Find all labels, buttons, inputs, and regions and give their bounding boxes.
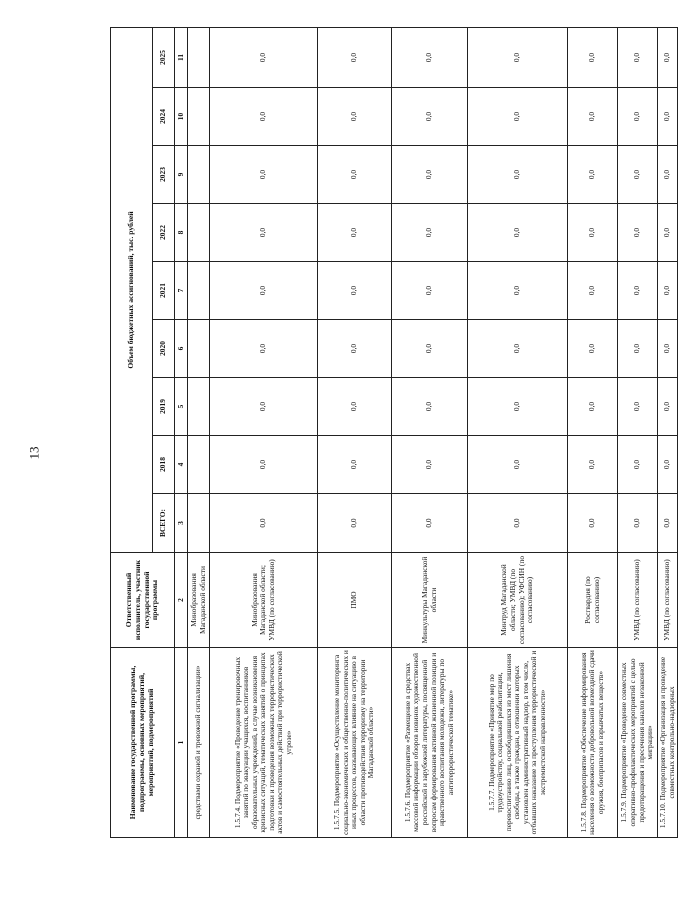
budget-value-cell: 0,0 [468,320,568,378]
column-number: 7 [175,262,188,320]
budget-value-cell [188,378,210,436]
program-name-cell: 1.5.7.8. Подмероприятие «Обеспечение информирования населения о возможности добровольной возмездной сдачи оружия, боеприпасов и взрывчатых веществ» [568,648,618,838]
budget-value-cell: 0,0 [618,378,658,436]
page-number: 13 [26,446,42,460]
budget-value-cell: 0,0 [318,436,392,494]
budget-value-cell: 0,0 [318,88,392,146]
budget-value-cell: 0,0 [318,146,392,204]
budget-value-cell: 0,0 [658,494,678,553]
header-year: 2022 [153,204,175,262]
budget-value-cell: 0,0 [658,378,678,436]
budget-value-cell: 0,0 [318,204,392,262]
budget-value-cell: 0,0 [318,320,392,378]
column-number: 2 [175,553,188,648]
program-name-cell: средствами охраной и тревожной сигнализации» [188,648,210,838]
budget-value-cell: 0,0 [210,320,318,378]
budget-value-cell: 0,0 [210,262,318,320]
budget-value-cell: 0,0 [568,27,618,87]
budget-value-cell: 0,0 [618,146,658,204]
budget-value-cell: 0,0 [618,320,658,378]
responsible-cell: Минобразования Магаданской области [188,553,210,648]
budget-value-cell [188,262,210,320]
column-number: 6 [175,320,188,378]
budget-value-cell: 0,0 [318,494,392,553]
table-row [188,27,210,837]
budget-value-cell: 0,0 [618,204,658,262]
column-number-row [175,27,188,837]
budget-value-cell: 0,0 [392,27,468,87]
responsible-cell: УМВД (по согласованию) [618,553,658,648]
column-number: 1 [175,648,188,838]
budget-value-cell [188,88,210,146]
budget-value-cell: 0,0 [392,262,468,320]
table-row [618,27,658,837]
budget-value-cell: 0,0 [318,378,392,436]
column-number: 8 [175,204,188,262]
budget-value-cell: 0,0 [210,146,318,204]
column-number: 4 [175,436,188,494]
budget-value-cell: 0,0 [468,27,568,87]
program-name-cell: 1.5.7.5. Подмероприятие «Осуществление мониторинга социально-экономических и общественно-политических и иных процессов, оказывающих влияние на ситуацию в области противодействия терроризму на территории Магаданской области» [318,648,392,838]
budget-value-cell: 0,0 [658,320,678,378]
program-name-cell: 1.5.7.10. Подмероприятие «Организация и проведение совместных контрольно-надзорных [658,648,678,838]
budget-value-cell: 0,0 [568,378,618,436]
table-row [210,27,318,837]
budget-value-cell: 0,0 [568,146,618,204]
budget-value-cell: 0,0 [468,204,568,262]
budget-value-cell: 0,0 [468,88,568,146]
budget-value-cell: 0,0 [618,436,658,494]
budget-value-cell: 0,0 [568,262,618,320]
budget-value-cell: 0,0 [210,88,318,146]
rotated-table [110,28,676,838]
header-year: 2019 [153,378,175,436]
budget-value-cell: 0,0 [658,436,678,494]
budget-value-cell [188,494,210,553]
header-name: Наименование государственной программы, подпрограммы, основных мероприятий, мероприятий, подмероприятий [111,648,175,838]
budget-value-cell: 0,0 [568,494,618,553]
budget-value-cell: 0,0 [618,27,658,87]
program-name-cell: 1.5.7.4. Подмероприятие «Проведение тренировочных занятий по эвакуации учащихся, воспитанников образовательных учреждений, в случае возникновения кризисных ситуаций, тематических занятий о принципах подготовки и проведения возможных террористических актов и самостоятельных действий при террористической угрозе» [210,648,318,838]
budget-value-cell: 0,0 [392,88,468,146]
table-row [318,27,392,837]
column-number: 5 [175,378,188,436]
responsible-cell: Минобразования Магаданской области; УМВД (по согласованию) [210,553,318,648]
header-budget: Объем бюджетных ассигнований, тыс. рублей [111,27,153,552]
budget-value-cell: 0,0 [568,204,618,262]
budget-value-cell: 0,0 [318,27,392,87]
budget-value-cell: 0,0 [618,494,658,553]
column-number: 3 [175,494,188,553]
budget-value-cell [188,204,210,262]
header-year: 2025 [153,27,175,87]
budget-value-cell: 0,0 [210,204,318,262]
budget-value-cell: 0,0 [392,320,468,378]
budget-value-cell: 0,0 [468,378,568,436]
budget-value-cell: 0,0 [618,262,658,320]
budget-value-cell: 0,0 [658,88,678,146]
header-responsible: Ответственный исполнитель, участник государственной программы [111,553,175,648]
responsible-cell: ПМО [318,553,392,648]
column-number: 11 [175,27,188,87]
budget-value-cell: 0,0 [210,27,318,87]
budget-value-cell: 0,0 [568,320,618,378]
budget-value-cell: 0,0 [658,27,678,87]
budget-value-cell: 0,0 [468,436,568,494]
program-name-cell: 1.5.7.6. Подмероприятие «Размещение в средствах массовой информации обзоров новинок художественной российской и зарубежной литературы, посвященной вопросам формирования активной жизненной позиции и нравственного воспитания молодежи, литературы по антитеррористической тематике» [392,648,468,838]
budget-value-cell: 0,0 [210,436,318,494]
budget-value-cell: 0,0 [618,88,658,146]
budget-value-cell: 0,0 [318,262,392,320]
responsible-cell: Минкультуры Магаданской области [392,553,468,648]
budget-value-cell: 0,0 [568,88,618,146]
table-row [468,27,568,837]
budget-value-cell [188,320,210,378]
budget-value-cell: 0,0 [210,494,318,553]
header-year: 2024 [153,88,175,146]
column-number: 9 [175,146,188,204]
budget-value-cell: 0,0 [658,262,678,320]
column-number: 10 [175,88,188,146]
budget-value-cell: 0,0 [468,262,568,320]
header-year: 2023 [153,146,175,204]
budget-value-cell [188,436,210,494]
responsible-cell: Минтруд Магаданской области; УМВД (по согласованию); УФСИН (по согласованию) [468,553,568,648]
responsible-cell: Росгвардия (по согласованию) [568,553,618,648]
responsible-cell: УМВД (по согласованию) [658,553,678,648]
budget-table-container [110,28,676,838]
program-name-cell: 1.5.7.9. Подмероприятие «Проведение совместных оперативно-профилактических мероприятий с целью предотвращения и пресечения каналов незаконной миграции» [618,648,658,838]
table-row [658,27,678,837]
budget-table [110,27,678,838]
header-year: ВСЕГО: [153,494,175,553]
budget-value-cell: 0,0 [468,146,568,204]
program-name-cell: 1.5.7.7. Подмероприятие «Принятие мер по трудоустройству, социальной реабилитации, перевоспитанию лиц, освободившихся из мест лишения свободы, а также граждан, в отношении которых установлен административный надзор, в том числе, отбывших наказание за преступления террористической и экстремистской направленности» [468,648,568,838]
budget-value-cell [188,146,210,204]
budget-value-cell: 0,0 [392,146,468,204]
budget-value-cell [188,27,210,87]
budget-value-cell: 0,0 [568,436,618,494]
budget-value-cell: 0,0 [392,378,468,436]
budget-value-cell: 0,0 [468,494,568,553]
budget-value-cell: 0,0 [658,146,678,204]
table-row [568,27,618,837]
budget-value-cell: 0,0 [392,436,468,494]
header-year: 2020 [153,320,175,378]
header-year: 2018 [153,436,175,494]
header-year: 2021 [153,262,175,320]
table-row [392,27,468,837]
budget-value-cell: 0,0 [658,204,678,262]
budget-value-cell: 0,0 [392,204,468,262]
budget-value-cell: 0,0 [210,378,318,436]
budget-value-cell: 0,0 [392,494,468,553]
